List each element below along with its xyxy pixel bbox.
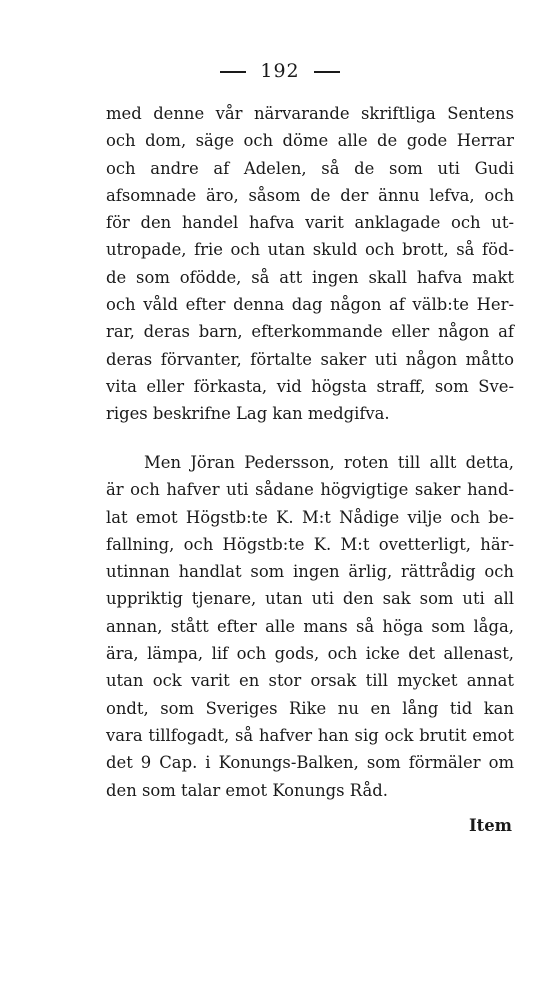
text-line: är och hafver uti sådane högvigtige saker hand- (106, 480, 514, 500)
text-line: ära, lämpa, lif och gods, och icke det allenast, (106, 644, 514, 664)
text-line: fallning, och Högstb:te K. M:t ovetterligt, här- (106, 534, 514, 554)
paragraph-2 (106, 449, 514, 804)
text-line: deras förvanter, förtalte saker uti någon måtto (106, 349, 514, 369)
text-line: afsomnade äro, såsom de der ännu lefva, och (106, 185, 514, 205)
text-line: och dom, säge och döme alle de gode Herrar (106, 131, 514, 151)
header-dash-left (220, 71, 246, 73)
text-line: och andre af Adelen, så de som uti Gudi (106, 158, 514, 178)
text-line: de som ofödde, så att ingen skall hafva makt (106, 267, 514, 287)
text-line: vita eller förkasta, vid högsta straff, som Sve- (106, 376, 514, 396)
text-line: för den handel hafva varit anklagade och ut- (106, 213, 514, 233)
text-line: rar, deras barn, efterkommande eller någon af (106, 322, 514, 342)
paragraph-1 (106, 100, 514, 428)
page-number: 192 (260, 60, 300, 82)
text-line: vara tillfogadt, så hafver han sig ock brutit emot (106, 725, 514, 745)
page-header (0, 60, 560, 82)
text-line: utinnan handlat som ingen ärlig, rättrådig och (106, 562, 514, 582)
text-line: annan, stått efter alle mans så höga som låga, (106, 616, 514, 636)
text-line: riges beskrifne Lag kan medgifva. (106, 404, 390, 424)
text-line: den som talar emot Konungs Råd. (106, 780, 388, 800)
text-line: lat emot Högstb:te K. M:t Nådige vilje och be- (106, 507, 514, 527)
text-line: det 9 Cap. i Konungs-Balken, som förmäler om (106, 753, 514, 773)
text-line: Men Jöran Pedersson, roten till allt detta, (144, 453, 514, 472)
text-line: uppriktig tjenare, utan uti den sak som uti all (106, 589, 514, 609)
text-line: utan ock varit en stor orsak till mycket annat (106, 671, 514, 691)
text-line: med denne vår närvarande skriftliga Sentens (106, 104, 514, 123)
text-line: ondt, som Sveriges Rike nu en lång tid kan (106, 698, 514, 718)
header-dash-right (314, 71, 340, 73)
text-line: utropade, frie och utan skuld och brott, så föd- (106, 240, 514, 260)
catchword: Item (468, 816, 512, 835)
text-line: och våld efter denna dag någon af välb:te Her- (106, 295, 514, 315)
